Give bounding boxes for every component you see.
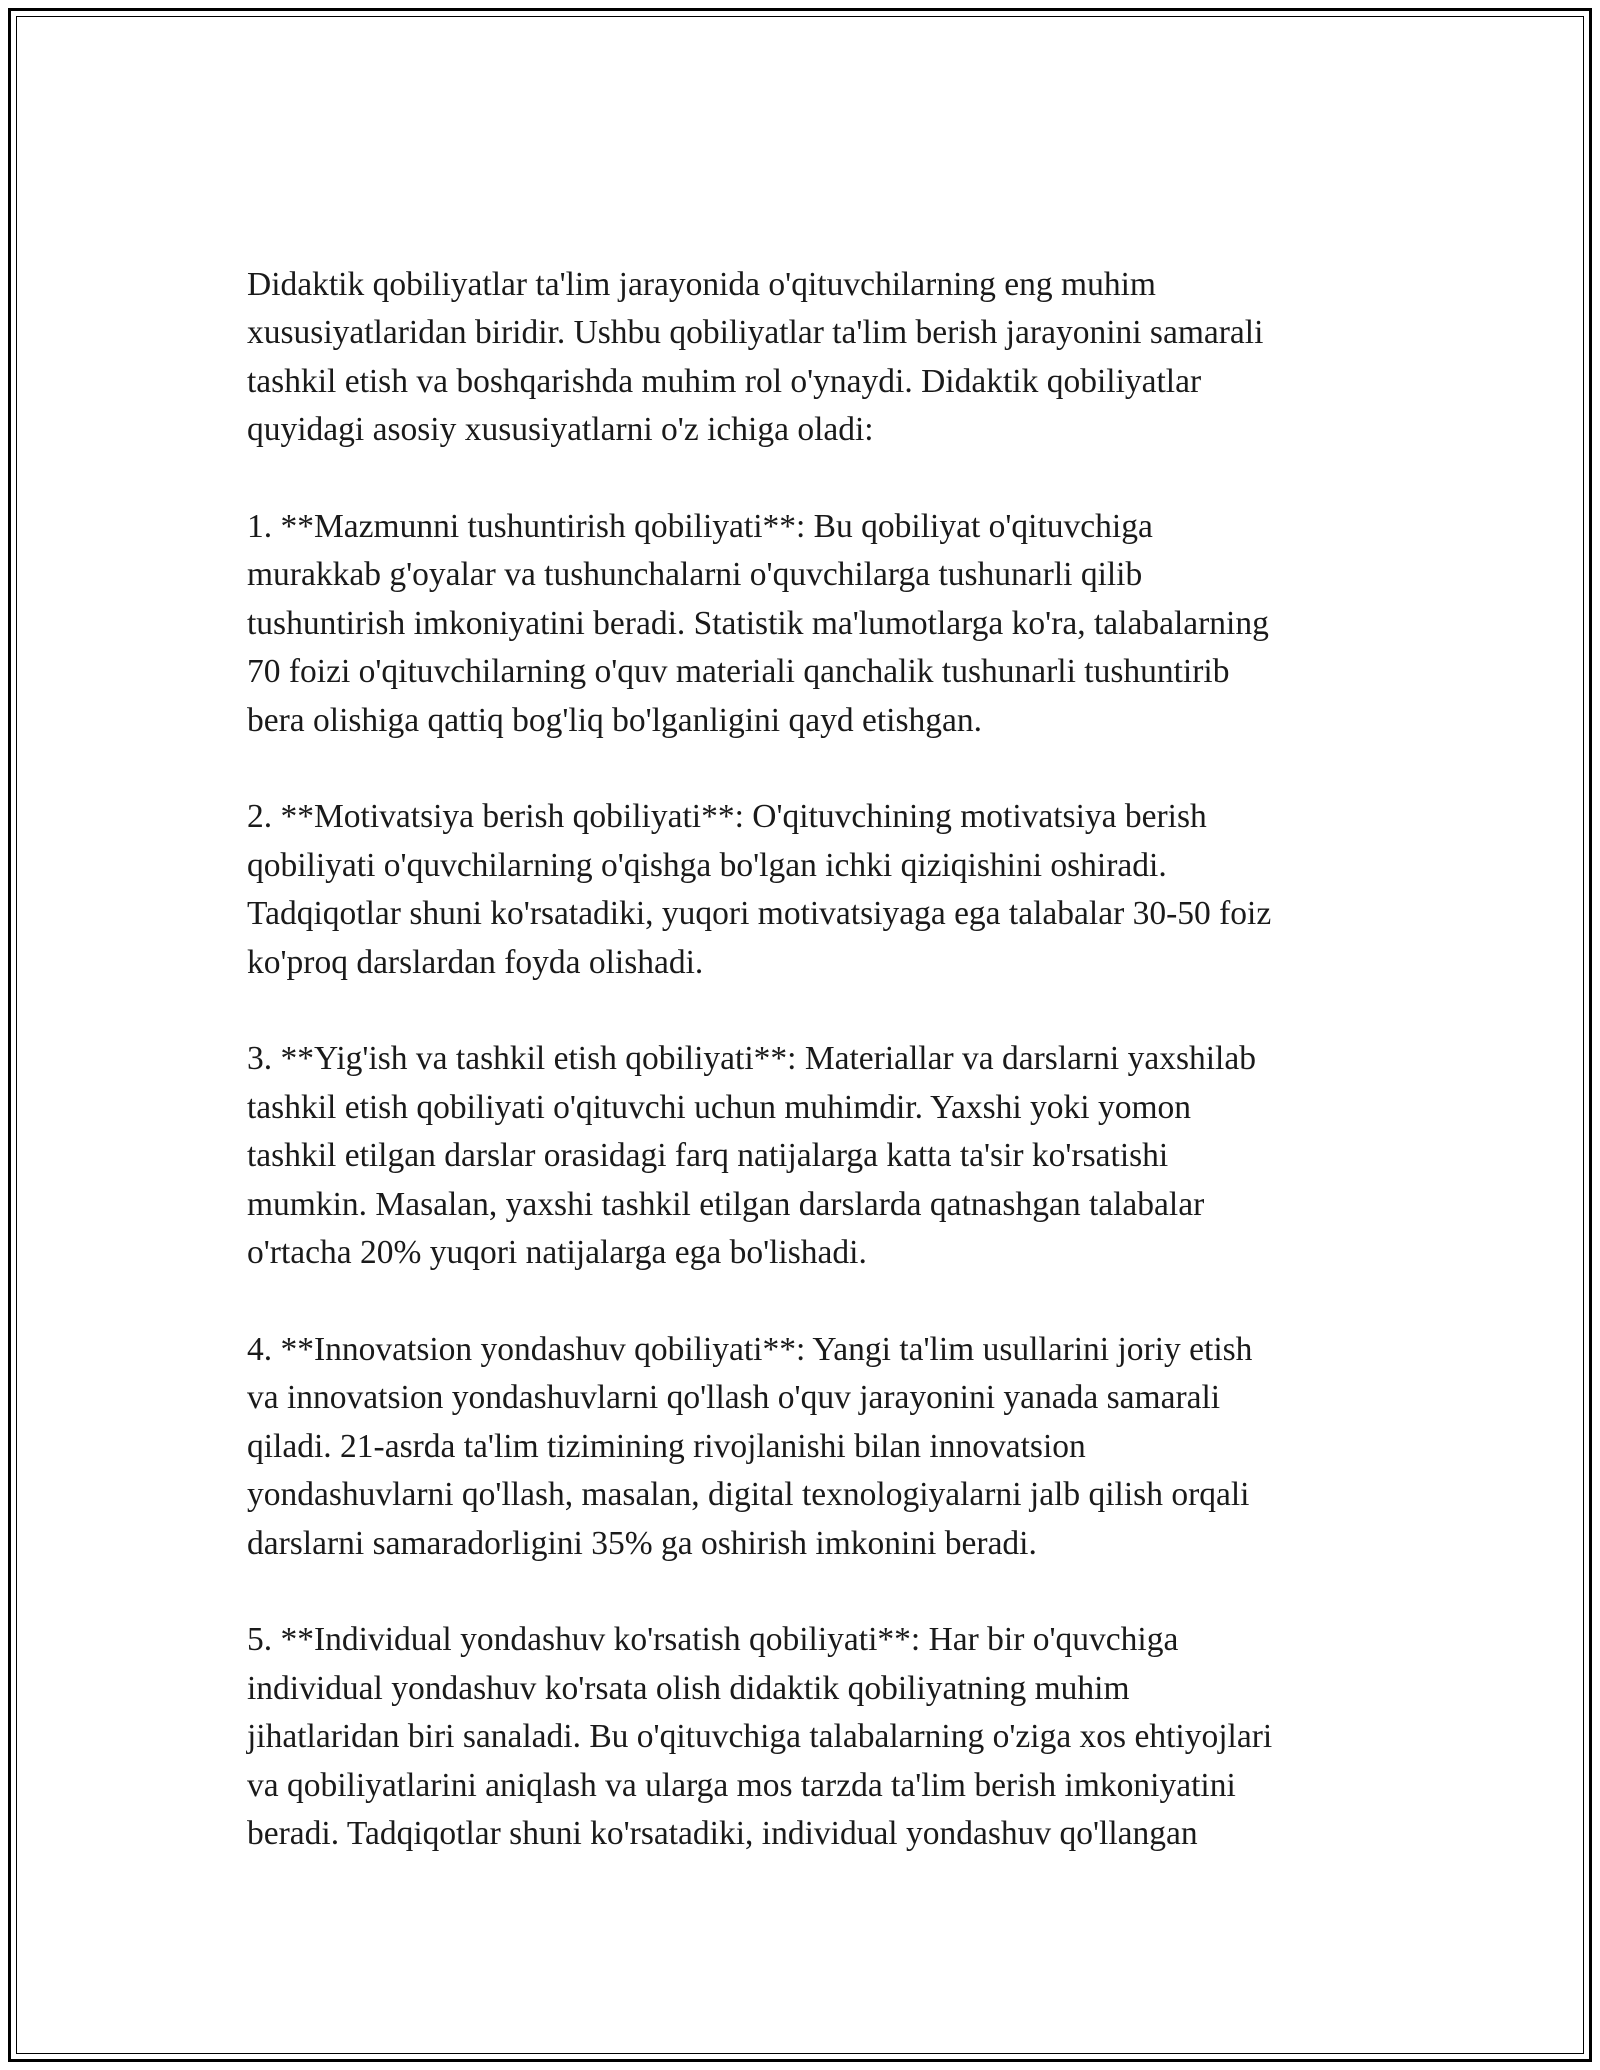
text-line: qiladi. 21-asrda ta'lim tizimining rivojlanishi bilan innovatsion xyxy=(247,1427,1086,1465)
text-line: tushuntirish imkoniyatini beradi. Statistik ma'lumotlarga ko'ra, talabalarning xyxy=(247,604,1269,642)
text-line: va qobiliyatlarini aniqlash va ularga mos tarzda ta'lim berish imkoniyatini xyxy=(247,1766,1236,1804)
text-line: xususiyatlaridan biridir. Ushbu qobiliyatlar ta'lim berish jarayonini samarali xyxy=(247,314,1264,352)
text-line: quyidagi asosiy xususiyatlarni o'z ichiga oladi: xyxy=(247,411,874,449)
text-line: individual yondashuv ko'rsata olish didaktik qobiliyatning muhim xyxy=(247,1669,1130,1707)
text-line: mumkin. Masalan, yaxshi tashkil etilgan darslarda qatnashgan talabalar xyxy=(247,1185,1205,1223)
text-line: tashkil etish va boshqarishda muhim rol o'ynaydi. Didaktik qobiliyatlar xyxy=(247,362,1202,400)
text-line: 1. **Mazmunni tushuntirish qobiliyati**: Bu qobiliyat o'qituvchiga xyxy=(247,508,1153,546)
text-line: 3. **Yig'ish va tashkil etish qobiliyati**: Materiallar va darslarni yaxshilab xyxy=(247,1040,1256,1078)
text-line: ko'proq darslardan foyda olishadi. xyxy=(247,943,704,981)
list-item-3-paragraph xyxy=(247,1035,1377,1277)
text-line: murakkab g'oyalar va tushunchalarni o'quvchilarga tushunarli qilib xyxy=(247,556,1143,594)
intro-paragraph xyxy=(247,261,1377,455)
text-line: darslarni samaradorligini 35% ga oshirish imkonini beradi. xyxy=(247,1524,1037,1562)
text-line: qobiliyati o'quvchilarning o'qishga bo'lgan ichki qiziqishini oshiradi. xyxy=(247,846,1167,884)
page-border xyxy=(8,8,1592,2062)
list-item-4-paragraph xyxy=(247,1326,1377,1568)
list-item-5-paragraph xyxy=(247,1616,1377,1858)
text-line: 4. **Innovatsion yondashuv qobiliyati**: Yangi ta'lim usullarini joriy etish xyxy=(247,1330,1253,1368)
text-line: tashkil etish qobiliyati o'qituvchi uchun muhimdir. Yaxshi yoki yomon xyxy=(247,1088,1192,1126)
list-item-2-paragraph xyxy=(247,793,1377,987)
text-line: va innovatsion yondashuvlarni qo'llash o'quv jarayonini yanada samarali xyxy=(247,1379,1221,1417)
text-line: yondashuvlarni qo'llash, masalan, digital texnologiyalarni jalb qilish orqali xyxy=(247,1476,1250,1514)
document-body xyxy=(247,261,1377,1858)
text-line: o'rtacha 20% yuqori natijalarga ega bo'lishadi. xyxy=(247,1234,867,1272)
text-line: bera olishiga qattiq bog'liq bo'lganligini qayd etishgan. xyxy=(247,701,982,739)
text-line: jihatlaridan biri sanaladi. Bu o'qituvchiga talabalarning o'ziga xos ehtiyojlari xyxy=(247,1718,1273,1756)
text-line: tashkil etilgan darslar orasidagi farq natijalarga katta ta'sir ko'rsatishi xyxy=(247,1137,1169,1175)
text-line: Didaktik qobiliyatlar ta'lim jarayonida o'qituvchilarning eng muhim xyxy=(247,266,1156,303)
text-line: 2. **Motivatsiya berish qobiliyati**: O'qituvchining motivatsiya berish xyxy=(247,798,1207,836)
text-line: 70 foizi o'qituvchilarning o'quv materiali qanchalik tushunarli tushuntirib xyxy=(247,653,1230,691)
text-line: 5. **Individual yondashuv ko'rsatish qobiliyati**: Har bir o'quvchiga xyxy=(247,1621,1179,1659)
list-item-1-paragraph xyxy=(247,503,1377,745)
text-line: Tadqiqotlar shuni ko'rsatadiki, yuqori motivatsiyaga ega talabalar 30-50 foiz xyxy=(247,895,1272,933)
text-line: beradi. Tadqiqotlar shuni ko'rsatadiki, individual yondashuv qo'llangan xyxy=(247,1814,1198,1852)
